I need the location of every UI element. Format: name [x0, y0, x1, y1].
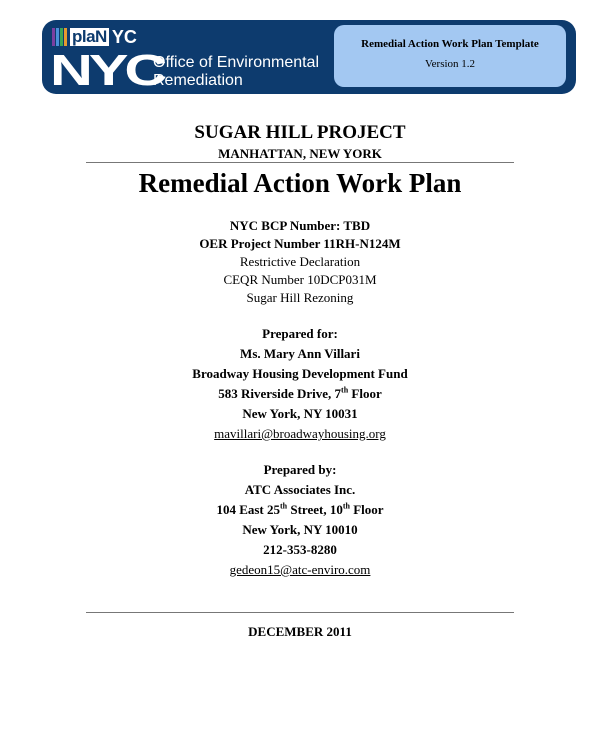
divider	[86, 612, 514, 613]
office-line-1: Office of Environmental	[153, 54, 320, 71]
consultant-email-link[interactable]: gedeon15@atc-enviro.com	[229, 562, 371, 577]
consultant-phone: 212-353-8280	[263, 542, 337, 557]
document-date: DECEMBER 2011	[248, 624, 352, 639]
oer-header-banner	[42, 20, 576, 94]
consultant-address: 104 East 25th Street, 10th Floor	[216, 501, 384, 517]
consultant-city: New York, NY 10010	[242, 522, 358, 537]
client-name: Ms. Mary Ann Villari	[240, 346, 360, 361]
restrictive-declaration: Restrictive Declaration	[239, 254, 361, 269]
consultant-org: ATC Associates Inc.	[244, 482, 356, 497]
rezoning: Sugar Hill Rezoning	[246, 290, 354, 305]
client-address: 583 Riverside Drive, 7th Floor	[218, 385, 382, 401]
nyc-logo: NYC	[50, 46, 164, 95]
template-info-box	[334, 25, 566, 87]
client-email-link[interactable]: mavillari@broadwayhousing.org	[214, 426, 386, 441]
ceqr-number: CEQR Number 10DCP031M	[223, 272, 377, 287]
divider	[86, 162, 514, 163]
planyc-logo	[52, 26, 137, 48]
stripes-icon	[52, 28, 68, 46]
oer-project-number: OER Project Number 11RH-N124M	[199, 236, 401, 251]
prepared-by-label: Prepared by:	[263, 462, 337, 477]
bcp-number: NYC BCP Number: TBD	[229, 218, 371, 233]
prepared-for-label: Prepared for:	[262, 326, 338, 341]
client-org: Broadway Housing Development Fund	[192, 366, 408, 381]
client-city: New York, NY 10031	[242, 406, 358, 421]
template-version: Version 1.2	[424, 58, 476, 70]
document-title: Remedial Action Work Plan	[138, 168, 462, 198]
project-title: SUGAR HILL PROJECT	[194, 122, 406, 143]
planyc-nyc-text: YC	[111, 27, 137, 47]
project-location: MANHATTAN, NEW YORK	[218, 146, 382, 161]
plan-text: plaN	[72, 27, 107, 46]
office-line-2: Remediation	[153, 72, 243, 89]
template-title: Remedial Action Work Plan Template	[361, 38, 539, 50]
office-name	[153, 54, 319, 90]
